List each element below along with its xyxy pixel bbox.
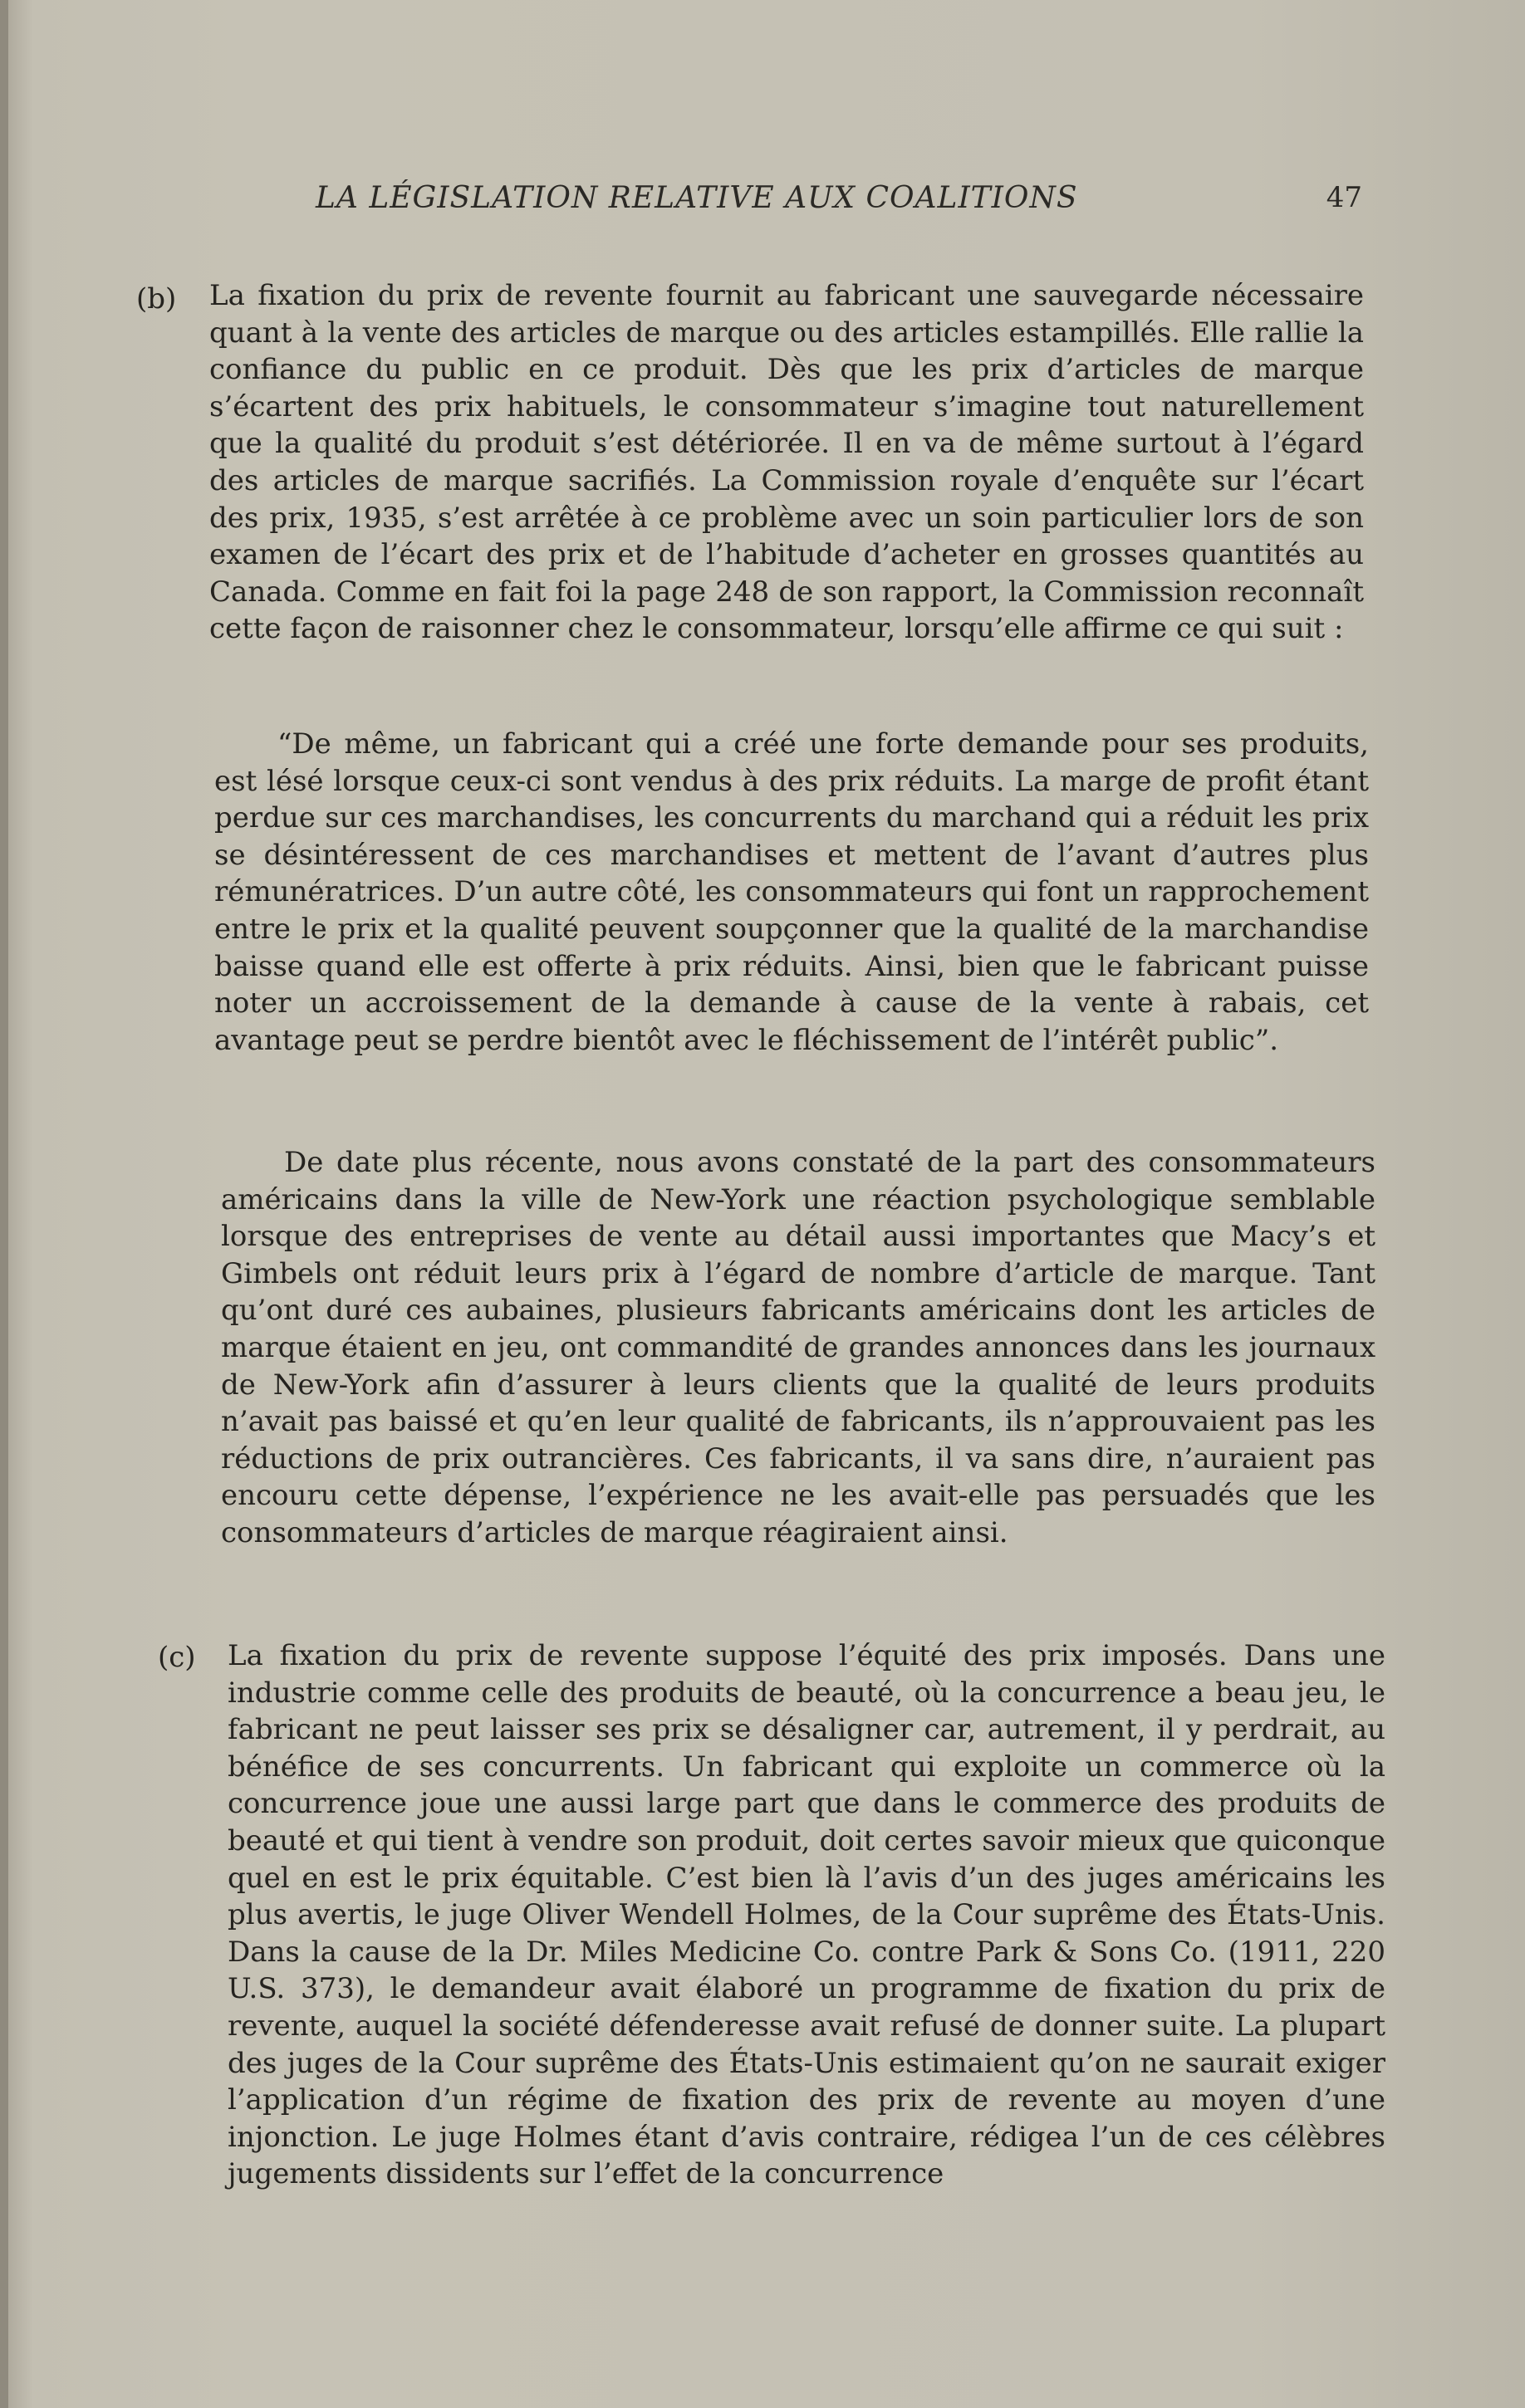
page-header <box>316 181 1362 231</box>
block-quote: “De même, un fabricant qui a créé une forte demande pour ses produits, est lésé lorsque ceux-ci sont vendus à des prix réduits. La marge de profit étant perdue sur ces marchandises, les concurrents du marchand qui a réduit les prix se désintéressent de ces marchandises et mettent de l’avant d’autres plus rémunératrices. D’un autre côté, les consommateurs qui font un rapprochement entre le prix et la qualité peuvent soupçonner que la qualité de la marchandise baisse quand elle est offerte à prix réduits. Ainsi, bien que le fabricant puisse noter un accroissement de la demande à cause de la vente à rabais, cet avantage peut se perdre bientôt avec le fléchissement de l’intérêt public”. <box>214 727 1369 1057</box>
paragraph-recent-example: De date plus récente, nous avons constaté de la part des consommateurs américains dans la ville de New-York une réaction psychologique semblable lorsque des entreprises de vente au détail aussi importantes que Macy’s et Gimbels ont réduit leurs prix à l’égard de nombre d’article de marque. Tant qu’ont duré ces aubaines, plusieurs fabricants américains dont les articles de marque étaient en jeu, ont commandité de grandes annonces dans les journaux de New-York afin d’assurer à leurs clients que la qualité de leurs produits n’avait pas baissé et qu’en leur qualité de fabricants, ils n’approuvaient pas les réductions de prix outrancières. Ces fabricants, il va sans dire, n’auraient pas encouru cette dépense, l’expérience ne les avait-elle pas persuadés que les consommateurs d’articles de marque réagiraient ainsi. <box>221 1146 1375 1549</box>
page-number: 47 <box>1326 181 1362 214</box>
paragraph-label-c: (c) <box>158 1641 196 1674</box>
book-spine-edge <box>0 0 8 2408</box>
paragraph-label-b: (b) <box>136 282 177 316</box>
paragraph-b: La fixation du prix de revente fournit au fabricant une sauvegarde nécessaire quant à la vente des articles de marque ou des articles estampillés. Elle rallie la confiance du public en ce produit. Dès que les prix d’articles de marque s’écartent des prix habituels, le consommateur s’imagine tout naturellement que la qualité du produit s’est détériorée. Il en va de même surtout à l’égard des articles de marque sacrifiés. La Commission royale d’enquête sur l’écart des prix, 1935, s’est arrêtée à ce problème avec un soin particulier lors de son examen de l’écart des prix et de l’habitude d’acheter en grosses quantités au Canada. Comme en fait foi la page 248 de son rapport, la Commission reconnaît cette façon de raisonner chez le consommateur, lorsqu’elle affirme ce qui suit : <box>209 279 1364 646</box>
paragraph-c: La fixation du prix de revente suppose l’équité des prix imposés. Dans une industrie comme celle des produits de beauté, où la concurrence a beau jeu, le fabricant ne peut laisser ses prix se désaligner car, autrement, il y perdrait, au bénéfice de ses concurrents. Un fabricant qui exploite un commerce où la concurrence joue une aussi large part que dans le commerce des produits de beauté et qui tient à vendre son produit, doit certes savoir mieux que quiconque quel en est le prix équitable. C’est bien là l’avis d’un des juges américains les plus avertis, le juge Oliver Wendell Holmes, de la Cour suprême des États-Unis. Dans la cause de la Dr. Miles Medicine Co. contre Park & Sons Co. (1911, 220 U.S. 373), le demandeur avait élaboré un programme de fixation du prix de revente, auquel la société défenderesse avait refusé de donner suite. La plupart des juges de la Cour suprême des États-Unis estimaient qu’on ne saurait exiger l’application d’un régime de fixation des prix de revente au moyen d’une injonction. Le juge Holmes étant d’avis contraire, rédigea l’un de ces célèbres jugements dissidents sur l’effet de la concurrence <box>228 1639 1385 2191</box>
running-title: LA LÉGISLATION RELATIVE AUX COALITIONS <box>316 181 1078 215</box>
